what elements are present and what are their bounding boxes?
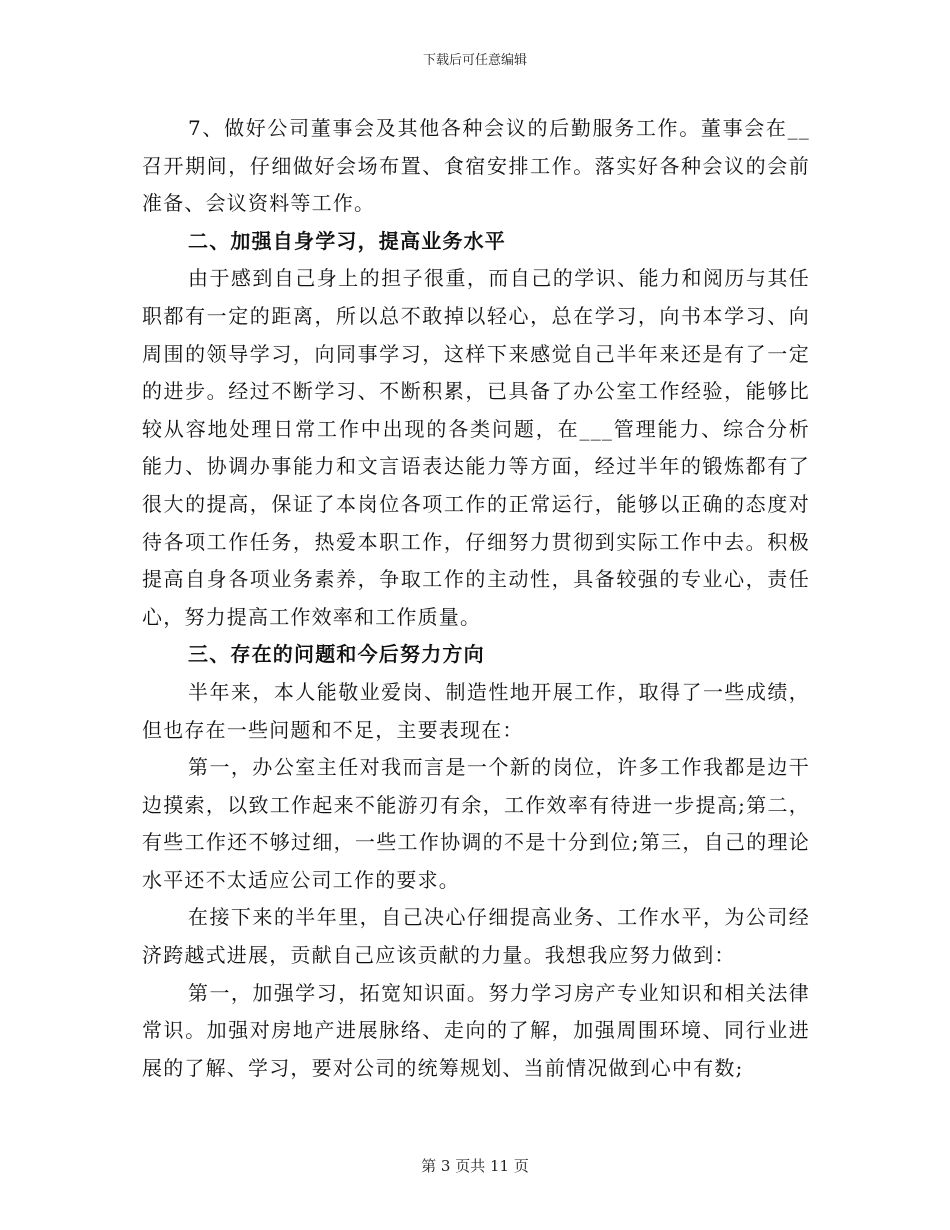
paragraph-strengthen-learning: 第一，加强学习，拓宽知识面。努力学习房产专业知识和相关法律常识。加强对房地产进展脉络、走向的了解，加强周围环境、同行业进展的了解、学习，要对公司的统筹规划、当前情况做到心中有数;: [142, 980, 810, 1080]
page-number: 第 3 页共 11 页: [421, 1157, 529, 1175]
paragraph-item-7: 7、做好公司董事会及其他各种会议的后勤服务工作。董事会在__召开期间，仔细做好会场布置、食宿安排工作。落实好各种会议的会前准备、会议资料等工作。: [142, 116, 810, 216]
paragraph-next-half-year: 在接下来的半年里，自己决心仔细提高业务、工作水平，为公司经济跨越式进展，贡献自己应该贡献的力量。我想我应努力做到：: [142, 905, 810, 968]
document-body: [142, 110, 810, 1087]
paragraph-shortcomings: 第一，办公室主任对我而言是一个新的岗位，许多工作我都是边干边摸索，以致工作起来不能游刃有余，工作效率有待进一步提高;第二，有些工作还不够过细，一些工作协调的不是十分到位;第三，自己的理论水平还不太适应公司工作的要求。: [142, 755, 810, 892]
section-heading-3: 三、存在的问题和今后努力方向: [188, 642, 485, 667]
paragraph-self-study: 由于感到自己身上的担子很重，而自己的学识、能力和阅历与其任职都有一定的距离，所以总不敢掉以轻心，总在学习，向书本学习、向周围的领导学习，向同事学习，这样下来感觉自己半年来还是有了一定的进步。经过不断学习、不断积累，已具备了办公室工作经验，能够比较从容地处理日常工作中出现的各类问题，在___管理能力、综合分析能力、协调办事能力和文言语表达能力等方面，经过半年的锻炼都有了很大的提高，保证了本岗位各项工作的正常运行，能够以正确的态度对待各项工作任务，热爱本职工作，仔细努力贯彻到实际工作中去。积极提高自身各项业务素养，争取工作的主动性，具备较强的专业心，责任心，努力提高工作效率和工作质量。: [142, 266, 810, 629]
paragraph-half-year-summary: 半年来，本人能敬业爱岗、制造性地开展工作，取得了一些成绩，但也存在一些问题和不足，主要表现在：: [142, 679, 810, 742]
page-header: 下载后可任意编辑: [422, 53, 527, 68]
section-heading-2: 二、加强自身学习，提高业务水平: [188, 228, 506, 253]
